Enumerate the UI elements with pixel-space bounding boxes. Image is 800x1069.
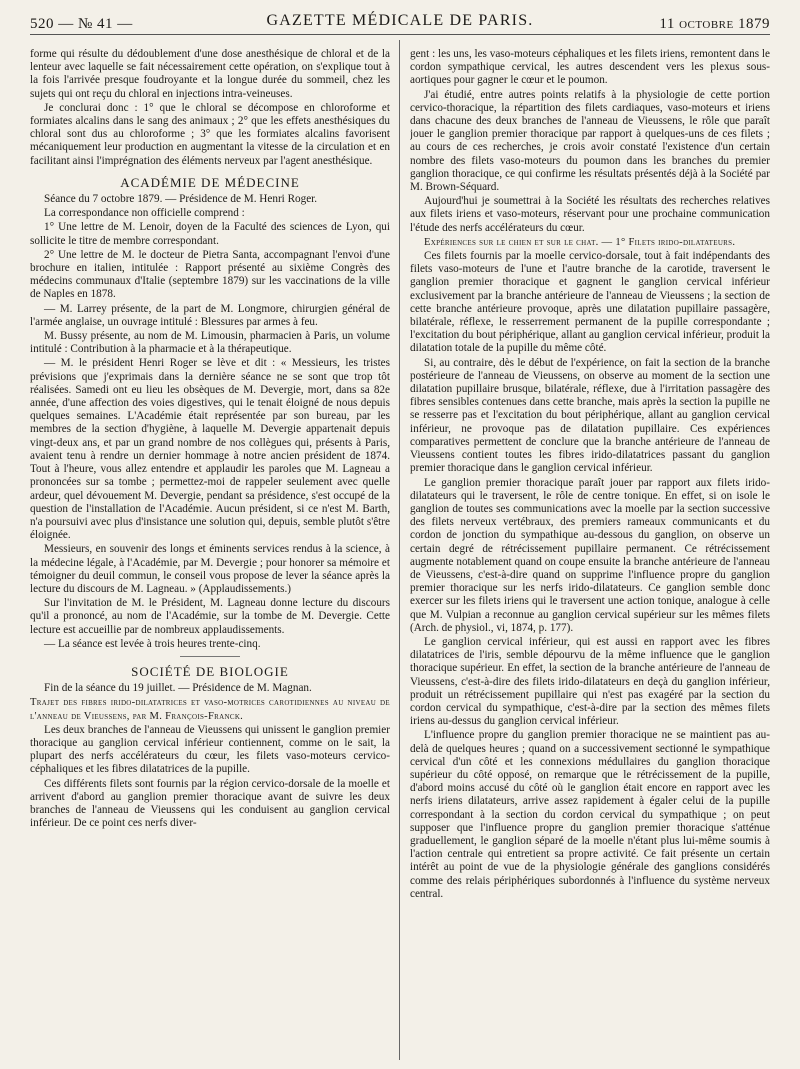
right-column xyxy=(410,48,770,1058)
session-line: Séance du 7 octobre 1879. — Présidence de M. Henri Roger. xyxy=(44,193,318,206)
paragraph: J'ai étudié, entre autres points relatifs à la physiologie de cette portion cervico-thoracique, la répartition des filets cardiaques, vaso-moteurs et iriens dans chacune des deux branches de l'anneau de Vieussens, le rôle que paraît jouer le ganglion premier thoracique par rapport à quelques-uns de ces filets ; au cours de ces recherches, je crois avoir constaté l'existence d'un certain nombre des filets vaso-moteurs du poumon dans les branches du premier ganglion thoracique, ce qui confirme les résultats présentés déjà à la Société par M. Brown-Séquard. xyxy=(410,88,770,194)
paragraph: Si, au contraire, dès le début de l'expérience, on fait la section de la branche postérieure de l'anneau de Vieussens, on observe au moment de la section une dilatation pupillaire brusque, bilatérale, réflexe, due à l'irritation passagère des fibres sensibles contenues dans cette branche, mais après la section la pupille ne se resserre pas et l'excitation du bout périphérique, allant au ganglion cervical inférieur, ne provoque pas de dilatation pupillaire. Ces expériences comparatives permettent de conclure que la branche antérieure de l'anneau de Vieussens contient toutes les fibres irido-dilatatrices passant du ganglion premier thoracique dans le ganglion cervical inférieur. xyxy=(410,356,770,475)
paragraph: Messieurs, en souvenir des longs et éminents services rendus à la science, à la médecine légale, à l'Académie, par M. Devergie ; pour honorer sa mémoire et témoigner du deuil commun, le conseil vous propose de lever la séance après la lecture du discours de M. Lagneau. » (Applaudissements.) xyxy=(30,543,390,595)
left-column xyxy=(30,48,390,1058)
issue-date: 11 octobre 1879 xyxy=(659,16,770,32)
paragraph: 2° Une lettre de M. le docteur de Pietra Santa, accompagnant l'envoi d'une brochure en italien, intitulée : Rapport présenté au sixième Congrès des médecins communaux d'Italie (septembre 1879) sur les vaccinations de la ville de Naples en 1878. xyxy=(30,248,390,301)
paragraph: — M. le président Henri Roger se lève et dit : « Messieurs, les tristes prévisions que j'exprimais dans la dernière séance ne se sont que trop tôt réalisées. Samedi ont eu lieu les obsèques de M. Devergie, mort, dans sa 82e année, d'une affection des voies digestives, qui le tenait éloigné de nous depuis quelques semaines. L'Académie était représentée par son bureau, par les membres de la section d'hygiène, à laquelle M. Devergie appartenait depuis vingt-deux ans, et par un grand nombre de nos collègues qui, présents à Paris, avaient tenu à rendre un dernier hommage à notre ancien président de 1874. Tout à l'heure, vous allez entendre et applaudir les paroles que M. Lagneau a prononcées sur sa tombe ; permettez-moi de rappeler seulement avec quelle ardeur, quel dévouement M. Devergie, pendant sa présidence, s'est occupé de la question de l'installation de l'Académie. Aucun président, si ce n'est M. Barth, n'a poursuivi avec plus d'insistance une solution qui, depuis, semble plutôt s'être éloignée. xyxy=(30,357,390,542)
paragraph: — La séance est levée à trois heures trente-cinq. xyxy=(44,637,261,650)
section-title-academie: ACADÉMIE DE MÉDECINE xyxy=(120,174,300,190)
session-line: Fin de la séance du 19 juillet. — Présidence de M. Magnan. xyxy=(44,682,312,695)
paragraph: Aujourd'hui je soumettrai à la Société les résultats des recherches relatives aux filets iriens et vaso-moteurs, réservant pour une prochaine communication l'étude des nerfs accélérateurs du cœur. xyxy=(410,195,770,234)
page-header xyxy=(30,8,770,34)
paragraph: L'influence propre du ganglion premier thoracique ne se maintient pas au-delà de quelques heures ; quand on a successivement sectionné le sympathique cervical d'un côté et les connexions médullaires du ganglion thoracique supérieur du côté opposé, on remarque que le rétrécissement de la pupille, d'abord moins accusé du côté où le ganglion était encore en rapport avec les nerfs iriens dilatateurs, arrive assez rapidement à égaler celui de la pupille correspondant à la section du cordon cervical du sympathique ; on peut supposer que l'influence propre du ganglion premier thoracique s'atténue graduellement, le ganglion séparé de la moelle n'étant plus lui-même soumis à l'action centrale qui entretient sa propre activité. Ce fait présente un certain intérêt au point de vue de la physiologie générale des ganglions considérés comme des relais périphériques subordonnés à l'influence du système nerveux central. xyxy=(410,729,770,900)
paragraph: La correspondance non officielle comprend : xyxy=(44,207,245,220)
paragraph: gent : les uns, les vaso-moteurs céphaliques et les filets iriens, remontent dans le cordon sympathique cervical, les autres descendent vers les plexus sous-aortiques pour gagner le cœur et le poumon. xyxy=(410,48,770,87)
paragraph: M. Bussy présente, au nom de M. Limousin, pharmacien à Paris, un volume intitulé : Contribution à la pharmacie et à la thérapeutique. xyxy=(30,330,390,356)
paragraph: Ces différents filets sont fournis par la région cervico-dorsale de la moelle et arrivent d'abord au ganglion premier thoracique avant de suivre les deux branches de l'anneau de Vieussens qui les conduisent au ganglion cervical inférieur. De ce point ces nerfs diver- xyxy=(30,777,390,830)
paragraph: Le ganglion premier thoracique paraît jouer par rapport aux filets irido-dilatateurs qui le traversent, le rôle de centre tonique. En effet, si on isole le ganglion de toutes ses communications avec la moelle par la section successive des filets nerveux vertébraux, des premiers rameaux communicants et du cordon de jonction du sympathique au-dessous du ganglion, on observe un certain degré de rétrécissement pupillaire permanent. Ce rétrécissement augmente notablement quand on coupe ensuite la branche antérieure de l'anneau de Vieussens, c'est-à-dire quand on supprime l'influence propre du ganglion premier thoracique sur les nerfs irido-dilatateurs. Ce ganglion semble donc exercer sur les filets iriens qui le traversent une action tonique, analogue à celle que M. Vulpian a reconnue au ganglion cervical supérieur sur les mêmes filets (Arch. de physiol., vi, 1874, p. 177). xyxy=(410,476,770,634)
paragraph: Je conclurai donc : 1° que le chloral se décompose en chloroforme et formiates alcalins dans le sang des animaux ; 2° que les effets anesthésiques du chloral sont dus au chloroforme ; 3° que les formiates alcalins favorisent mécaniquement leur production en augmentant la vitesse de la circulation et en facilitant ainsi l'imprégnation des éléments nerveux par l'agent anesthésique. xyxy=(30,101,390,167)
article-title: Trajet des fibres irido-dilatatrices et vaso-motrices carotidiennes au niveau de l'anneau de Vieussens, par M. François-Franck. xyxy=(30,697,390,722)
paragraph: Ces filets fournis par la moelle cervico-dorsale, tout à fait indépendants des filets vaso-moteurs de l'une et l'autre branche de la carotide, traversent le ganglion premier thoracique et gagnent le ganglion cervical inférieur exclusivement par la branche antérieure de l'anneau de Vieussens ; la section de cette branche antérieure provoque, après une dilatation pupillaire passagère, bilatérale, réflexe, le resserrement permanent de la pupille correspondante ; l'excitation du bout périphérique, allant au ganglion cervical inférieur, produit la dilatation totale de la pupille du même côté. xyxy=(410,250,770,355)
header-rule xyxy=(30,34,770,35)
paragraph: Le ganglion cervical inférieur, qui est aussi en rapport avec les fibres dilatatrices de l'iris, semble dépourvu de la même influence que le ganglion thoracique supérieur. En effet, la section de la branche antérieure de l'anneau de Vieussens, c'est-à-dire des filets irido-dilatateurs en deçà du ganglion inférieur, produit un rétrécissement pupillaire qui n'est pas exagéré par la section du cordon cervical du sympathique, c'est-à-dire par la section des mêmes filets iriens au-dessus du ganglion cervical inférieur. xyxy=(410,635,770,728)
paragraph: Les deux branches de l'anneau de Vieussens qui unissent le ganglion premier thoracique au ganglion cervical inférieur contiennent, comme on le sait, la plupart des nerfs accélérateurs du cœur, les filets vaso-moteurs cervico-céphaliques et les fibres dilatatrices de la pupille. xyxy=(30,723,390,776)
paragraph: Sur l'invitation de M. le Président, M. Lagneau donne lecture du discours qu'il a prononcé, au nom de l'Académie, sur la tombe de M. Devergie. Cette lecture est accueillie par de nombreux applaudissements. xyxy=(30,597,390,636)
paragraph: — M. Larrey présente, de la part de M. Longmore, chirurgien général de l'armée anglaise, un ouvrage intitulé : Blessures par armes à feu. xyxy=(30,302,390,328)
column-divider xyxy=(399,40,400,1060)
paragraph: forme qui résulte du dédoublement d'une dose anesthésique de chloral et de la lenteur avec laquelle se fait nécessairement cette opération, on s'explique tout à la fois l'arrivée presque foudroyante et la longue durée du sommeil, chez les sujets qui ont reçu du chloral en injections intra-veineuses. xyxy=(30,48,390,100)
section-title-societe: SOCIÉTÉ DE BIOLOGIE xyxy=(131,663,289,679)
journal-title: GAZETTE MÉDICALE DE PARIS. xyxy=(266,12,534,29)
paragraph: 1° Une lettre de M. Lenoir, doyen de la Faculté des sciences de Lyon, qui sollicite le titre de membre correspondant. xyxy=(30,221,390,247)
experiment-heading: Expériences sur le chien et sur le chat. — 1° Filets irido-dilatateurs. xyxy=(424,236,736,248)
page-number: 520 — № 41 — xyxy=(30,16,133,32)
separator-rule xyxy=(180,656,240,657)
